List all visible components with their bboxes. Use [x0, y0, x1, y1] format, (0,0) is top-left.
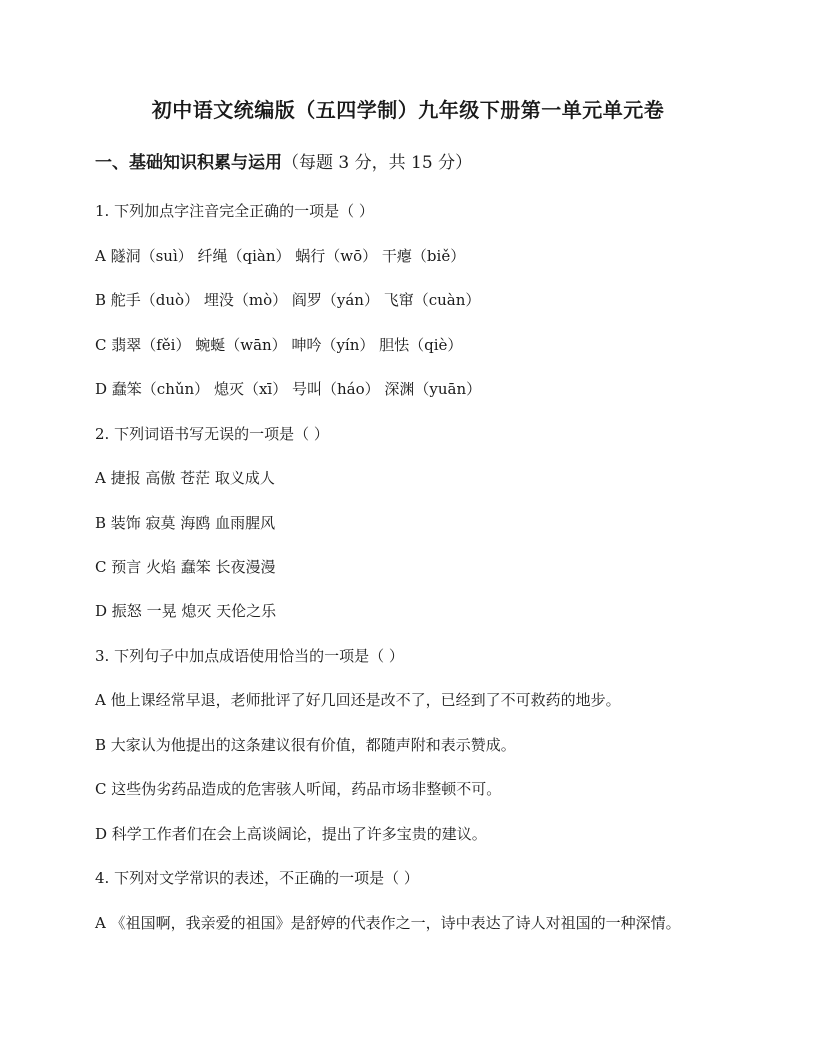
question-2-option-d: D 振怒 一晃 熄灭 天伦之乐 [95, 602, 277, 620]
document-title: 初中语文统编版（五四学制）九年级下册第一单元单元卷 [151, 98, 665, 122]
question-2-option-b: B 装饰 寂莫 海鸥 血雨腥风 [95, 514, 276, 532]
section-heading [95, 148, 472, 173]
question-1-option-c: C 翡翠（fěi） 蜿蜒（wān） 呻吟（yín） 胆怯（qiè） [95, 336, 463, 354]
question-2-option-a: A 捷报 高傲 苍茫 取义成人 [95, 469, 275, 487]
question-1-option-a: A 隧洞（suì） 纤绳（qiàn） 蜗行（wō） 干瘪（biě） [95, 247, 466, 265]
question-1-stem: 1. 下列加点字注音完全正确的一项是（ ） [95, 202, 374, 220]
question-1-option-d: D 蠢笨（chǔn） 熄灭（xī） 号叫（háo） 深渊（yuān） [95, 380, 482, 398]
question-4-option-a: A 《祖国啊，我亲爱的祖国》是舒婷的代表作之一，诗中表达了诗人对祖国的一种深情。 [95, 914, 681, 932]
question-3-option-a: A 他上课经常早退，老师批评了好几回还是改不了，已经到了不可救药的地步。 [95, 691, 621, 709]
question-4-stem: 4. 下列对文学常识的表述，不正确的一项是（ ） [95, 869, 419, 887]
section-heading-text: 一、基础知识积累与运用 [95, 153, 282, 173]
question-3-stem: 3. 下列句子中加点成语使用恰当的一项是（ ） [95, 647, 404, 665]
question-2-stem: 2. 下列词语书写无误的一项是（ ） [95, 425, 329, 443]
question-2-option-c: C 预言 火焰 蠢笨 长夜漫漫 [95, 558, 276, 576]
question-3-option-b: B 大家认为他提出的这条建议很有价值，都随声附和表示赞成。 [95, 736, 516, 754]
question-3-option-d: D 科学工作者们在会上高谈阔论，提出了许多宝贵的建议。 [95, 825, 487, 843]
question-1-option-b: B 舵手（duò） 埋没（mò） 阎罗（yán） 飞窜（cuàn） [95, 291, 481, 309]
section-score-note: （每题 3 分，共 15 分） [282, 153, 473, 173]
question-3-option-c: C 这些伪劣药品造成的危害骇人听闻，药品市场非整顿不可。 [95, 780, 502, 798]
